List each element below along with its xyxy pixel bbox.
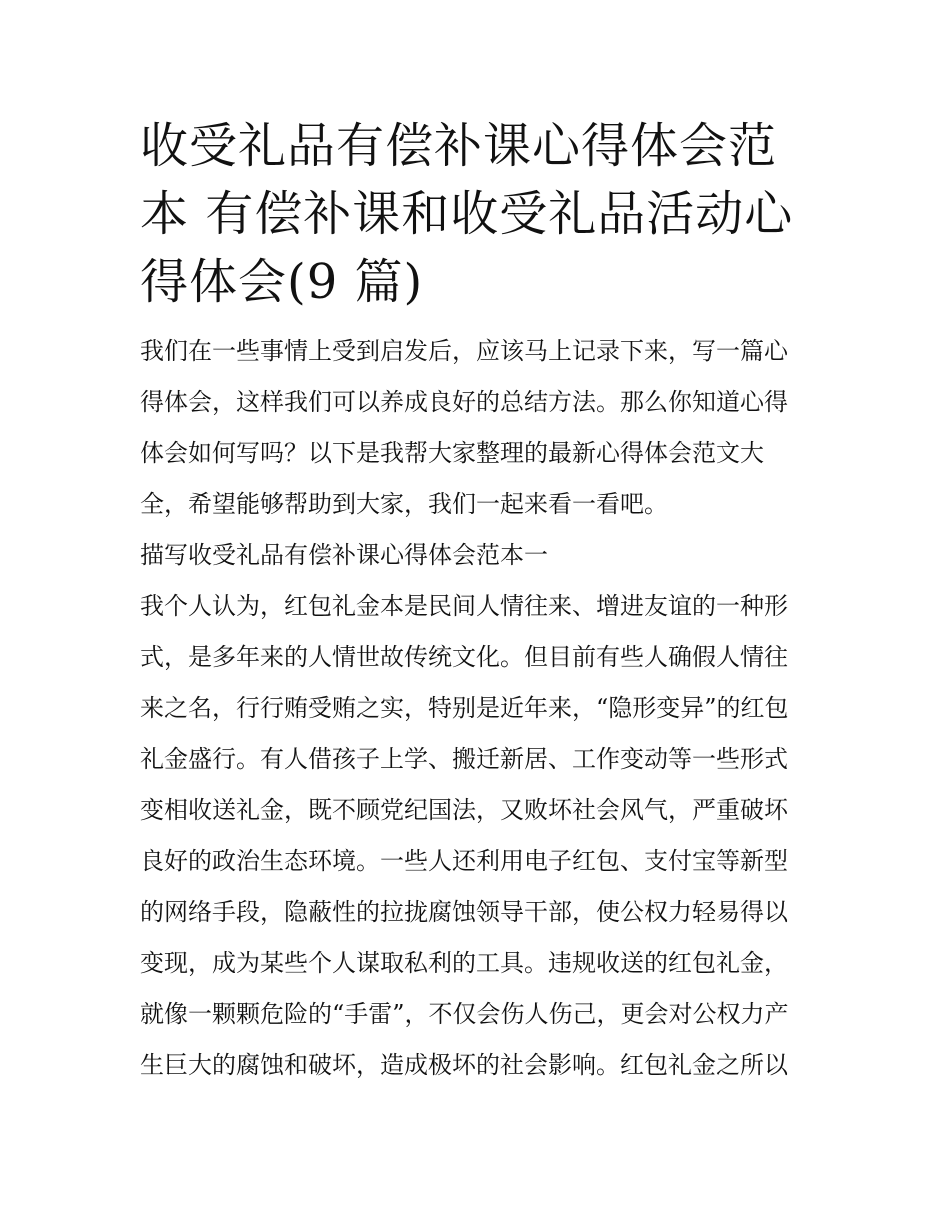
title-line: 收受礼品有偿补课心得体会范	[140, 118, 778, 174]
text-line: 生巨大的腐蚀和破坏，造成极坏的社会影响。红包礼金之所以	[140, 1051, 788, 1079]
text-line: 就像一颗颗危险的“手雷”，不仅会伤人伤己，更会对公权力产	[140, 1000, 789, 1028]
document-page	[140, 112, 820, 1091]
text-line: 体会如何写吗？以下是我帮大家整理的最新心得体会范文大	[140, 439, 764, 467]
document-title	[140, 112, 820, 316]
document-body	[140, 326, 820, 1091]
text-line: 变现，成为某些个人谋取私利的工具。违规收送的红包礼金，	[140, 949, 788, 977]
title-line: 本 有偿补课和收受礼品活动心	[140, 186, 794, 242]
text-line: 来之名，行行贿受贿之实，特别是近年来，“隐形变异”的红包	[140, 694, 789, 722]
text-line: 我个人认为，红包礼金本是民间人情往来、增进友谊的一种形	[140, 592, 788, 620]
text-line: 的网络手段，隐蔽性的拉拢腐蚀领导干部，使公权力轻易得以	[140, 898, 788, 926]
text-line: 全，希望能够帮助到大家，我们一起来看一看吧。	[140, 490, 668, 518]
text-line: 变相收送礼金，既不顾党纪国法，又败坏社会风气，严重破坏	[140, 796, 788, 824]
title-line: 得体会(9 篇)	[140, 254, 424, 310]
section-heading: 描写收受礼品有偿补课心得体会范本一	[140, 541, 548, 569]
text-line: 得体会，这样我们可以养成良好的总结方法。那么你知道心得	[140, 388, 788, 416]
text-line: 良好的政治生态环境。一些人还利用电子红包、支付宝等新型	[140, 847, 788, 875]
text-line: 礼金盛行。有人借孩子上学、搬迁新居、工作变动等一些形式	[140, 745, 788, 773]
text-line: 我们在一些事情上受到启发后，应该马上记录下来，写一篇心	[140, 337, 788, 365]
intro-paragraph	[140, 326, 820, 530]
text-line: 式，是多年来的人情世故传统文化。但目前有些人确假人情往	[140, 643, 788, 671]
section-paragraph	[140, 581, 820, 1091]
